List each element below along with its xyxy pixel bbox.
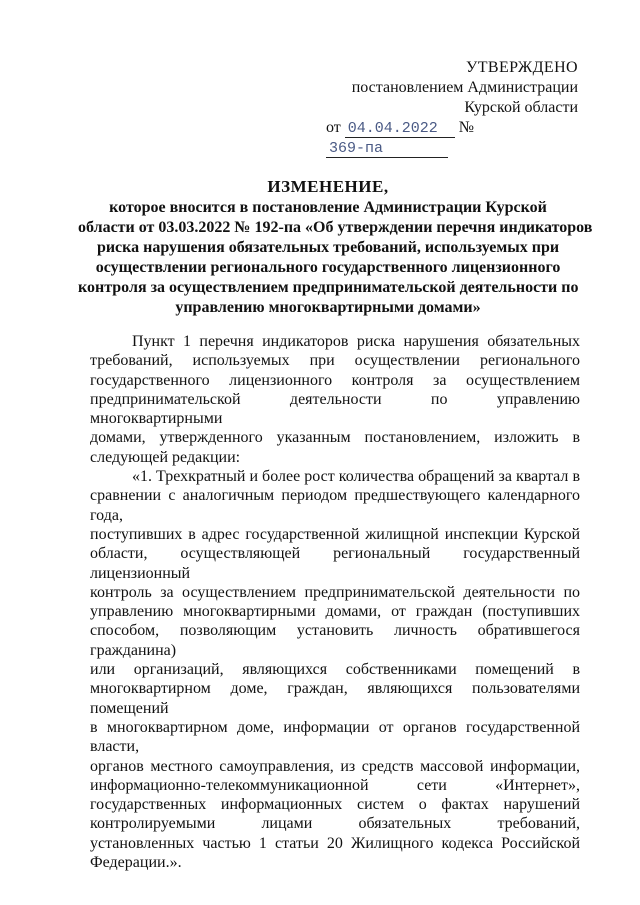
body-line: государственных информационных систем о фактах нарушений <box>90 796 580 814</box>
approval-date-line <box>326 118 578 158</box>
body-line: предпринимательской деятельности по управлению многоквартирными <box>90 390 580 428</box>
body-line: домами, утвержденного указанным постановлением, изложить в <box>90 429 580 447</box>
body-line: установленных частью 1 статьи 20 Жилищного кодекса Российской <box>90 834 580 852</box>
body-line: сравнении с аналогичным периодом предшествующего календарного года, <box>90 487 580 524</box>
body-line: «1. Трехкратный и более рост количества обращений за квартал в <box>132 468 580 486</box>
title-line: осуществлении регионального государственного лицензионного <box>95 259 561 276</box>
body-line: Федерации.». <box>90 854 182 872</box>
body-line: органов местного самоуправления, из средств массовой информации, <box>90 757 580 775</box>
body-line: государственного лицензионного контроля за осуществлением <box>90 371 580 389</box>
document-title <box>78 177 593 318</box>
paragraph-1 <box>90 332 580 467</box>
title-heading: ИЗМЕНЕНИЕ, <box>267 177 389 196</box>
date-prefix: от <box>326 119 341 136</box>
paragraph-2 <box>90 467 580 872</box>
body-line: требований, используемых при осуществлении регионального <box>90 352 580 370</box>
approval-line-2: Курской области <box>464 99 578 116</box>
approval-heading: УТВЕРЖДЕНО <box>465 59 578 76</box>
body-line: в многоквартирном доме, информации от органов государственной власти, <box>90 718 580 756</box>
approval-number: 369-па <box>326 140 448 158</box>
body-line: поступивших в адрес государственной жилищной инспекции Курской <box>90 525 580 543</box>
body-line: управлению многоквартирными домами, от граждан (поступивших <box>90 603 580 621</box>
title-line: управлению многоквартирными домами» <box>175 299 481 316</box>
body-line: многоквартирном доме, граждан, являющихся пользователями помещений <box>90 680 580 717</box>
approval-line-1: постановлением Администрации <box>351 79 578 96</box>
title-line: которое вносится в постановление Администрации Курской <box>109 199 547 216</box>
body-line: контроль за осуществлением предпринимательской деятельности по <box>90 583 580 601</box>
document-body <box>90 332 580 872</box>
body-line: способом, позволяющим установить личность обратившегося гражданина) <box>90 622 580 659</box>
body-line: следующей редакции: <box>90 448 241 466</box>
body-line: контролируемыми лицами обязательных требований, <box>90 815 580 833</box>
body-line: Пункт 1 перечня индикаторов риска нарушения обязательных <box>132 333 580 350</box>
approval-date: 04.04.2022 <box>345 120 455 138</box>
number-prefix: № <box>458 119 475 136</box>
body-line: области, осуществляющей региональный государственный лицензионный <box>90 545 580 582</box>
body-line: или организаций, являющихся собственниками помещений в <box>90 661 580 679</box>
title-line: контроля за осуществлением предпринимательской деятельности по <box>78 279 579 296</box>
title-line: риска нарушения обязательных требований, используемых при <box>96 239 560 256</box>
body-line: информационно-телекоммуникационной сети «Интернет», <box>90 776 580 794</box>
title-line: области от 03.03.2022 № 192-па «Об утверждении перечня индикаторов <box>78 219 593 236</box>
approval-block <box>328 58 578 158</box>
